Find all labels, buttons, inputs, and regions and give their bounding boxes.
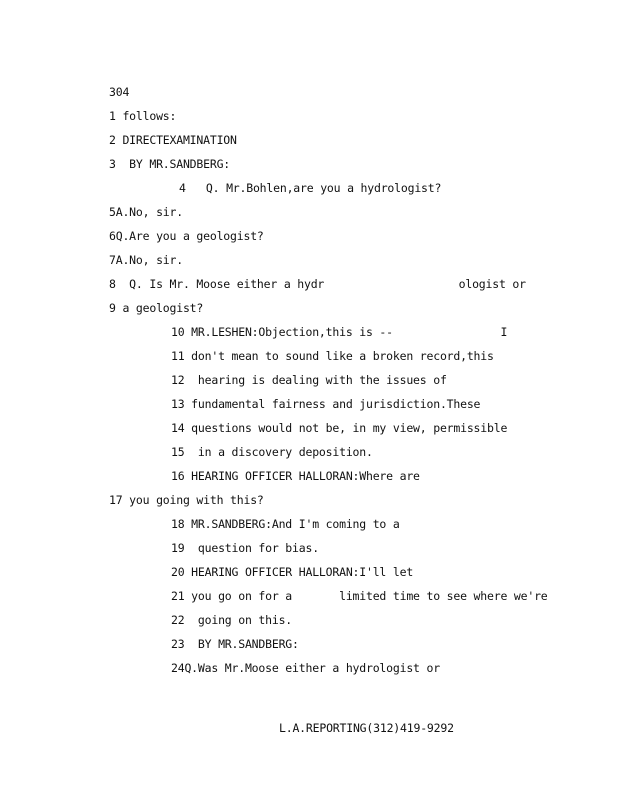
transcript-line: 9 a geologist? xyxy=(109,301,204,315)
transcript-line: 6Q.Are you a geologist? xyxy=(109,229,264,243)
transcript-line: 10 MR.LESHEN:Objection,this is -- I xyxy=(171,325,508,339)
transcript-line: 14 questions would not be, in my view, permissible xyxy=(171,421,508,435)
transcript-line: 16 HEARING OFFICER HALLORAN:Where are xyxy=(171,469,420,483)
transcript-line: 18 MR.SANDBERG:And I'm coming to a xyxy=(171,517,400,531)
transcript-line: 21 you go on for a limited time to see where we're xyxy=(171,589,548,603)
page-number: 304 xyxy=(109,85,130,99)
transcript-line: 5A.No, sir. xyxy=(109,205,183,219)
transcript-line: 2 DIRECTEXAMINATION xyxy=(109,133,237,147)
transcript-line: 20 HEARING OFFICER HALLORAN:I'll let xyxy=(171,565,414,579)
transcript-line: 1 follows: xyxy=(109,109,177,123)
transcript-line: 7A.No, sir. xyxy=(109,253,183,267)
transcript-line: 17 you going with this? xyxy=(109,493,264,507)
transcript-line: 11 don't mean to sound like a broken record,this xyxy=(171,349,494,363)
transcript-line: 23 BY MR.SANDBERG: xyxy=(171,637,299,651)
page-footer: L.A.REPORTING(312)419-9292 xyxy=(279,721,454,735)
transcript-line: 4 Q. Mr.Bohlen,are you a hydrologist? xyxy=(179,181,442,195)
transcript-line: 15 in a discovery deposition. xyxy=(171,445,373,459)
transcript-line: 12 hearing is dealing with the issues of xyxy=(171,373,447,387)
transcript-line: 8 Q. Is Mr. Moose either a hydr ologist or xyxy=(109,277,526,291)
transcript-line: 13 fundamental fairness and jurisdiction.These xyxy=(171,397,481,411)
transcript-line: 19 question for bias. xyxy=(171,541,319,555)
transcript-line: 3 BY MR.SANDBERG: xyxy=(109,157,231,171)
transcript-line: 24Q.Was Mr.Moose either a hydrologist or xyxy=(171,661,440,675)
transcript-line: 22 going on this. xyxy=(171,613,293,627)
